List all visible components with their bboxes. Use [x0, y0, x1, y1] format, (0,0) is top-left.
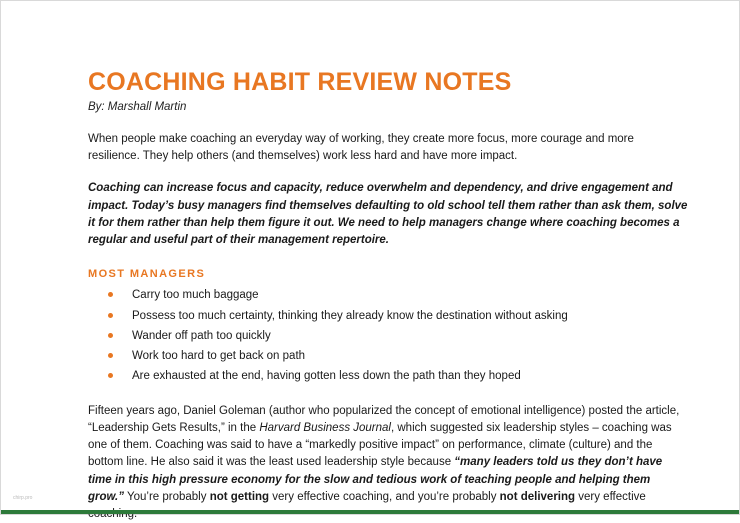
list-item-text: Are exhausted at the end, having gotten less down the path than they hoped	[132, 370, 521, 383]
section-heading: MOST MANAGERS	[88, 268, 206, 281]
list-item	[88, 366, 688, 386]
page-title: COACHING HABIT REVIEW NOTES	[88, 68, 512, 96]
goleman-quote: “many leaders told us they don’t have time in this high pressure economy for the slow and tedious work of teaching people and helping them grow.”	[88, 456, 663, 503]
watermark: chirp.pro	[13, 495, 33, 501]
closing-text-4: very effective coaching, and you’re probably	[269, 490, 500, 503]
intro-paragraph: When people make coaching an everyday way of working, they create more focus, more courage and more resilience. They help others (and themselves) work less hard and have more impact.	[88, 133, 634, 163]
list-item	[88, 326, 688, 346]
closing-text-1: Fifteen years ago, Daniel Goleman (author who popularized the concept of emotional intelligence) posted the article, “Leadership Gets Results,” in the	[88, 404, 680, 434]
closing-text-3: You’re probably	[124, 490, 210, 503]
list-item	[88, 285, 688, 305]
author-byline: By: Marshall Martin	[88, 101, 187, 113]
frame-bottom-line	[1, 510, 739, 514]
managers-list	[88, 285, 688, 386]
list-item-text: Work too hard to get back on path	[132, 350, 306, 363]
list-item	[88, 306, 688, 326]
list-item-text: Wander off path too quickly	[132, 329, 271, 342]
document-body	[88, 67, 688, 523]
bullet-icon	[108, 373, 113, 378]
closing-text-5: very effective	[578, 490, 646, 503]
bullet-icon	[108, 333, 113, 338]
emphasis-paragraph: Coaching can increase focus and capacity, reduce overwhelm and dependency, and drive engagement and impact. Today’s busy managers find themselves defaulting to old school tell them rather than ask them, solve it for them rather than help them figure it out. We need to help managers change where coaching becomes a regular and useful part of their management repertoire.	[88, 182, 688, 247]
bullet-icon	[108, 353, 113, 358]
not-getting-text: not getting	[209, 490, 270, 503]
closing-text-2: , which suggested six leadership styles – coaching was one of them. Coaching was said to have a “markedly positive impact” on performance, climate (culture) and the bottom line. He also said it was the least used leadership style because	[88, 421, 672, 469]
closing-paragraph	[88, 403, 688, 523]
bullet-icon	[108, 292, 113, 297]
bullet-icon	[108, 313, 113, 318]
list-item-text: Carry too much baggage	[132, 289, 259, 302]
not-delivering-text: not delivering	[499, 490, 576, 503]
list-item-text: Possess too much certainty, thinking they already know the destination without asking	[132, 309, 568, 322]
list-item	[88, 346, 688, 366]
journal-name: Harvard Business Journal	[259, 421, 391, 434]
